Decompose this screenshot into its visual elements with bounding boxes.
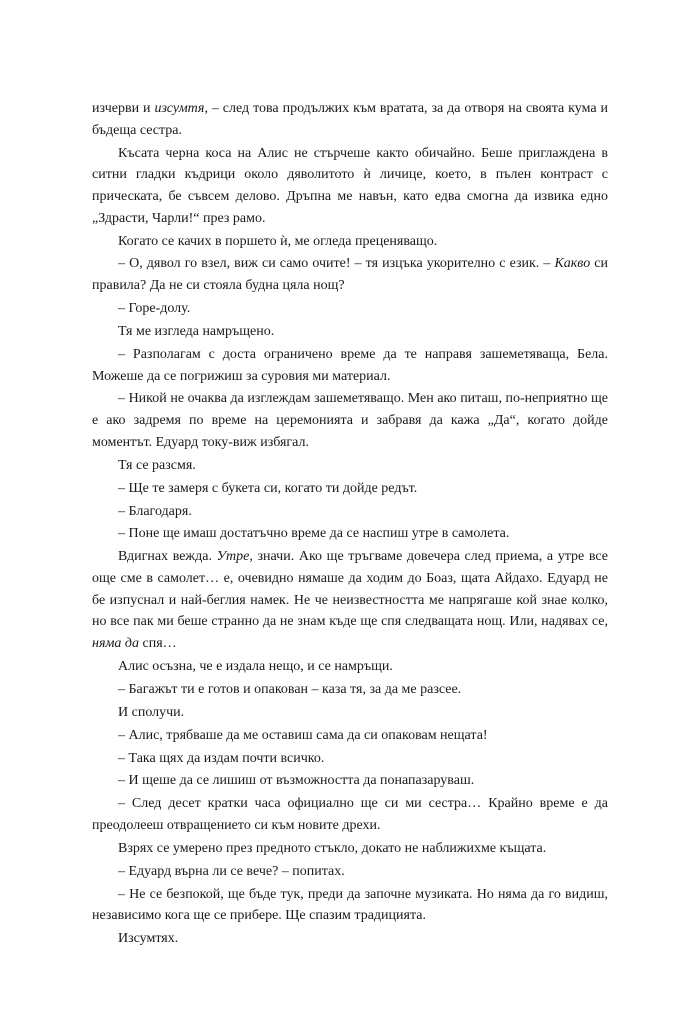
paragraph — [92, 725, 608, 747]
paragraph — [92, 838, 608, 860]
text-run: – Багажът ти е готов и опакован – каза тя, за да ме разсее. — [118, 681, 462, 697]
paragraph — [92, 478, 608, 500]
paragraph — [92, 748, 608, 770]
paragraph — [92, 98, 608, 141]
text-run: Тя ме изгледа намръщено. — [118, 323, 275, 339]
text-run: спя… — [138, 636, 177, 652]
paragraph — [92, 253, 608, 296]
paragraph — [92, 321, 608, 343]
italic-text: Какво — [554, 256, 591, 272]
text-run: – О, дявол го взел, виж си само очите! – тя изцъка укорително с език. – — [118, 256, 555, 272]
paragraph — [92, 231, 608, 253]
text-run: – Благодаря. — [118, 503, 192, 519]
text-run: И сполучи. — [118, 704, 185, 720]
text-run: Късата черна коса на Алис не стърчеше както обичайно. Беше приглаждена в ситни гладки къдрици около дяволитото ѝ личице, което, в пълен контраст с прическата, бе съвсем делово. Дръпна ме навън, като едва смогна да извика едно „Здрасти, Чарли!“ през рамо. — [92, 145, 608, 226]
text-run: Вдигнах вежда. — [118, 549, 217, 565]
text-run: значи. Ако ще тръгваме довечера след приема, а утре все още сме в самолет… е, очевидно нямаше да ходим до Боаз, щата Айдахо. Едуард не бе изпуснал и най-беглия намек. Не че неизвестността ме напрягаше кой знае колко, но все пак ми беше странно да не знам къде ще спя следващата нощ. Или, надявах се, — [92, 549, 608, 630]
paragraph — [92, 884, 608, 927]
paragraph — [92, 455, 608, 477]
paragraph — [92, 143, 608, 230]
text-run: Изсумтях. — [118, 931, 179, 947]
text-run: Тя се разсмя. — [118, 457, 196, 473]
text-run: – след това продължих към вратата, за да отворя на своята кума и бъдеща сестра. — [92, 101, 608, 138]
text-run: – Разполагам с доста ограничено време да те направя зашеметяваща, Бела. Можеше да се погрижиш за суровия ми материал. — [92, 346, 608, 384]
text-run: – След десет кратки часа официално ще си ми сестра… Крайно време е да преодолееш отвращението си към новите дрехи. — [92, 796, 608, 834]
paragraph — [92, 793, 608, 836]
paragraph — [92, 388, 608, 453]
italic-text: Утре, — [216, 549, 253, 565]
paragraph — [92, 770, 608, 792]
paragraph — [92, 523, 608, 545]
text-run: – И щеше да се лишиш от възможността да понапазаруваш. — [118, 773, 475, 789]
text-run: – Не се безпокой, ще бъде тук, преди да започне музиката. Но няма да го видиш, независимо кога ще се прибере. Ще спазим традицията. — [92, 886, 608, 924]
paragraph — [92, 344, 608, 387]
paragraph — [92, 298, 608, 320]
paragraph — [92, 679, 608, 701]
paragraph — [92, 501, 608, 523]
text-run: Алис осъзна, че е издала нещо, и се намръщи. — [118, 659, 393, 675]
text-run: – Така щях да издам почти всичко. — [118, 750, 325, 766]
paragraph — [92, 656, 608, 678]
italic-text: няма да — [92, 636, 139, 652]
paragraph — [92, 546, 608, 655]
text-run: – Никой не очаква да изглеждам зашеметяващо. Мен ако питаш, по-неприятно ще е ако задремя по време на церемонията и забравя да кажа „Да“, когато дойде моментът. Едуард току-виж избягал. — [92, 391, 608, 450]
text-run: – Горе-долу. — [118, 301, 191, 317]
text-run: изчерви и — [92, 101, 155, 116]
paragraph — [92, 861, 608, 883]
text-run: Взрях се умерено през предното стъкло, докато не наближихме къщата. — [118, 840, 547, 856]
text-run: – Едуард върна ли се вече? – попитах. — [118, 863, 345, 879]
text-run: Когато се качих в поршето ѝ, ме огледа преценяващо. — [118, 233, 438, 249]
text-run: – Поне ще имаш достатъчно време да се наспиш утре в самолета. — [118, 526, 510, 542]
italic-text: изсумтя, — [154, 101, 208, 116]
paragraph — [92, 702, 608, 724]
text-run: – Алис, трябваше да ме оставиш сама да си опаковам нещата! — [118, 727, 488, 743]
paragraph — [92, 928, 608, 950]
text-run: си правила? Да не си стояла будна цяла нощ? — [92, 256, 608, 294]
text-run: – Ще те замеря с букета си, когато ти дойде редът. — [118, 480, 418, 496]
book-page — [92, 98, 608, 951]
